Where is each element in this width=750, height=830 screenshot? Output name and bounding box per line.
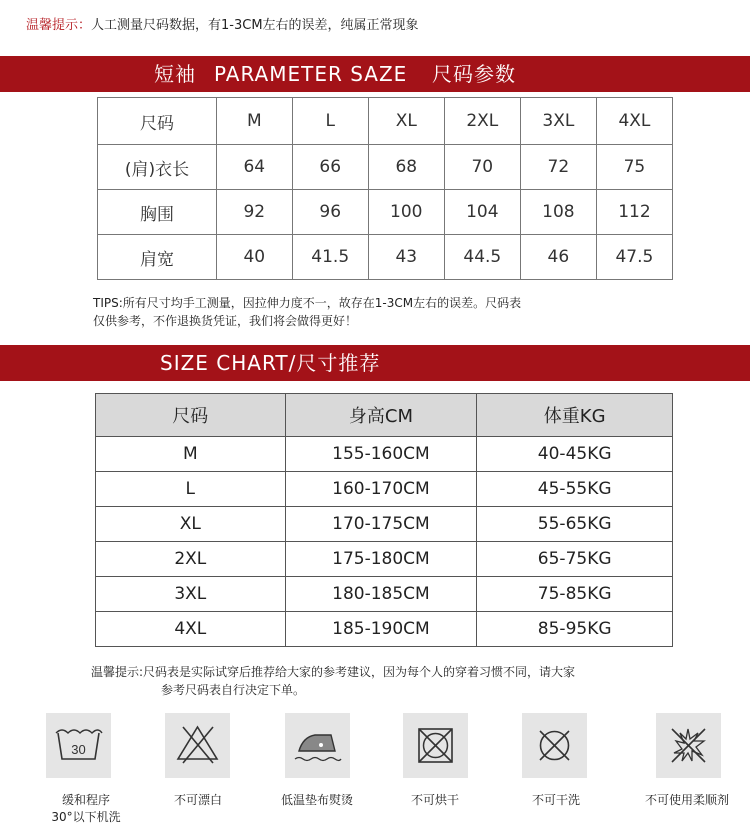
table-cell: 72: [520, 145, 596, 190]
table-cell: 46: [520, 235, 596, 280]
table-cell: 45-55KG: [477, 472, 673, 507]
no-dry-clean-icon: [522, 713, 587, 778]
table-cell: L: [292, 98, 368, 145]
no-bleach-icon: [165, 713, 230, 778]
table-cell: 64: [216, 145, 292, 190]
banner-cn-right: 尺码参数: [432, 62, 516, 86]
table-cell: XL: [368, 98, 444, 145]
wash-30-icon: [46, 713, 111, 778]
care-label-no-tumble-dry: 不可烘干: [410, 793, 459, 807]
table-cell: 65-75KG: [477, 542, 673, 577]
table-row: [96, 472, 673, 507]
table-cell: 104: [444, 190, 520, 235]
tips-text: [93, 294, 653, 330]
table-cell: 40: [216, 235, 292, 280]
notice-prefix: 温馨提示：: [26, 18, 92, 33]
table-cell: (肩)衣长: [98, 145, 217, 190]
care-label-no-bleach: 不可漂白: [173, 793, 222, 807]
table-cell: 胸围: [98, 190, 217, 235]
size-table: [95, 393, 673, 647]
table-cell: 75: [596, 145, 672, 190]
table-row: [96, 507, 673, 542]
table-cell: 96: [292, 190, 368, 235]
table-cell: 70: [444, 145, 520, 190]
table-cell: 43: [368, 235, 444, 280]
table-cell: 44.5: [444, 235, 520, 280]
table-header-cell: 尺码: [96, 394, 286, 437]
size-tip-line: 温馨提示:尺码表是实际试穿后推荐给大家的参考建议，因为每个人的穿着习惯不同，请大家: [91, 665, 576, 679]
wash-temperature: 30: [71, 742, 86, 757]
table-cell: 108: [520, 190, 596, 235]
tips-line: TIPS:所有尺寸均手工测量，因拉伸力度不一，故存在1-3CM左右的误差。尺码表: [93, 296, 522, 310]
care-label-no-softener: 不可使用柔顺剂: [644, 793, 729, 807]
banner-title: SIZE CHART/尺寸推荐: [160, 351, 381, 375]
no-softener-icon: [656, 713, 721, 778]
table-cell: 4XL: [96, 612, 286, 647]
table-row: [96, 577, 673, 612]
table-cell: 175-180CM: [285, 542, 477, 577]
table-cell: 41.5: [292, 235, 368, 280]
table-cell: 75-85KG: [477, 577, 673, 612]
table-cell: M: [96, 437, 286, 472]
table-cell: M: [216, 98, 292, 145]
table-cell: 4XL: [596, 98, 672, 145]
table-cell: 68: [368, 145, 444, 190]
table-row: [96, 542, 673, 577]
table-cell: XL: [96, 507, 286, 542]
table-cell: L: [96, 472, 286, 507]
table-cell: 66: [292, 145, 368, 190]
care-label-low-iron: 低温垫布熨烫: [280, 793, 353, 807]
table-cell: 3XL: [96, 577, 286, 612]
table-row: [96, 612, 673, 647]
low-iron-icon: [285, 713, 350, 778]
table-row: [96, 437, 673, 472]
table-cell: 180-185CM: [285, 577, 477, 612]
table-cell: 160-170CM: [285, 472, 477, 507]
care-label-no-dry-clean: 不可干洗: [531, 793, 580, 807]
size-chart-banner: [0, 345, 750, 381]
table-cell: 100: [368, 190, 444, 235]
table-row: [98, 190, 673, 235]
table-cell: 112: [596, 190, 672, 235]
parameter-banner: [0, 56, 750, 92]
table-row: [98, 98, 673, 145]
table-cell: 47.5: [596, 235, 672, 280]
table-cell: 185-190CM: [285, 612, 477, 647]
size-tip-line: 参考尺码表自行决定下单。: [161, 683, 306, 697]
table-row: [98, 145, 673, 190]
table-cell: 92: [216, 190, 292, 235]
table-cell: 170-175CM: [285, 507, 477, 542]
table-header-row: [96, 394, 673, 437]
table-header-cell: 体重KG: [477, 394, 673, 437]
size-tip: [91, 663, 575, 699]
table-row: [98, 235, 673, 280]
table-cell: 55-65KG: [477, 507, 673, 542]
table-cell: 尺码: [98, 98, 217, 145]
tips-line: 仅供参考，不作退换货凭证，我们将会做得更好！: [93, 314, 358, 328]
table-cell: 肩宽: [98, 235, 217, 280]
banner-cn-left: 短袖: [154, 62, 196, 86]
table-header-cell: 身高CM: [285, 394, 477, 437]
notice-text: 人工测量尺码数据，有1-3CM左右的误差，纯属正常现象: [91, 18, 419, 33]
table-cell: 40-45KG: [477, 437, 673, 472]
table-cell: 85-95KG: [477, 612, 673, 647]
table-cell: 2XL: [96, 542, 286, 577]
table-cell: 155-160CM: [285, 437, 477, 472]
banner-en: PARAMETER SAZE: [214, 62, 408, 86]
table-cell: 2XL: [444, 98, 520, 145]
table-cell: 3XL: [520, 98, 596, 145]
care-label-wash: 缓和程序 30°以下机洗: [51, 793, 121, 824]
parameter-table: [97, 97, 673, 280]
notice: [26, 14, 419, 33]
no-tumble-dry-icon: [403, 713, 468, 778]
